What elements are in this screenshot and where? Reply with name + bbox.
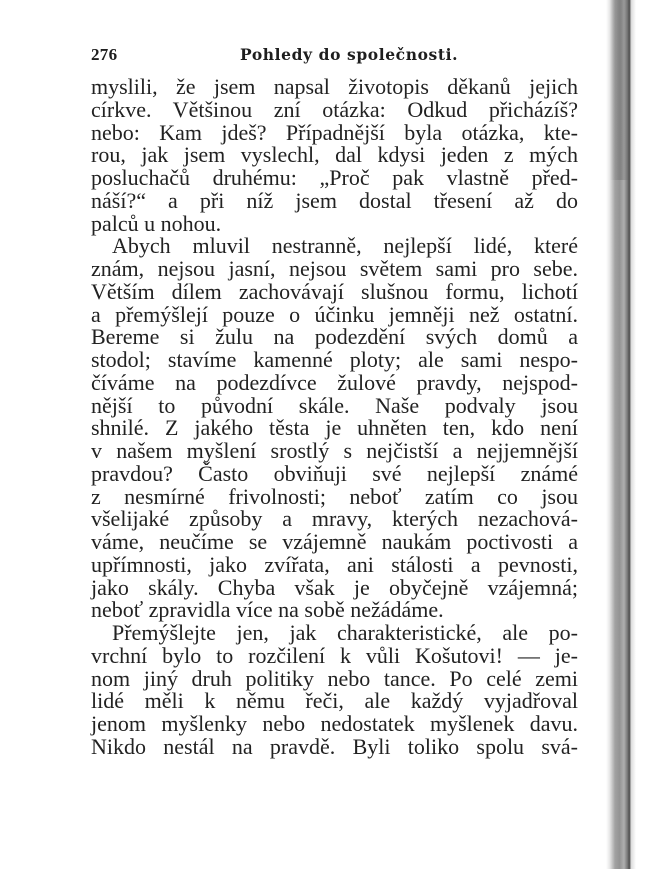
running-title: Pohledy do společnosti. <box>240 45 459 64</box>
text-line: lidé měli k němu řeči, ale každý vyjadřoval <box>91 688 578 714</box>
text-line: upřímnosti, jako zvířata, ani stálosti a pevnosti, <box>91 551 578 577</box>
text-line: palců u nohou. <box>91 210 222 236</box>
text-line: myslili, že jsem napsal životopis děkanů jejich <box>91 74 578 99</box>
text-line: neboť zpravidla více na sobě nežádáme. <box>91 597 444 623</box>
text-line: posluchačů druhému: „Proč pak vlastně před- <box>91 165 578 190</box>
paragraph <box>91 76 578 235</box>
text-line: vrchní bylo to rozčilení k vůli Košutovi! — je- <box>91 642 578 668</box>
text-line: v našem myšlení srostlý s nejčistší a nejjemnější <box>91 438 578 463</box>
text-line: znám, nejsou jasní, nejsou světem sami pro sebe. <box>91 256 578 281</box>
text-line: jako skály. Chyba však je obyčejně vzájemná; <box>91 574 578 600</box>
running-head <box>91 45 578 67</box>
text-line: shnilé. Z jakého těsta je uhněten ten, kdo není <box>91 415 578 441</box>
text-line: jenom myšlenky nebo nedostatek myšlenek davu. <box>91 711 578 736</box>
text-line: váme, neučíme se vzájemně naukám poctivosti a <box>91 529 578 554</box>
paragraph <box>91 235 578 622</box>
text-line: Přemýšlejte jen, jak charakteristické, ale po- <box>112 620 578 645</box>
page-number: 276 <box>91 45 118 64</box>
text-line: nější to původní skále. Naše podvaly jsou <box>91 392 578 418</box>
book-gutter-highlight <box>610 0 632 180</box>
text-line: nebo: Kam jdeš? Případnější byla otázka, kte- <box>91 119 578 145</box>
text-line: Abych mluvil nestranně, nejlepší lidé, které <box>112 233 578 259</box>
text-line: pravdou? Často obviňuji své nejlepší známé <box>91 460 578 486</box>
text-line: Větším dílem zachovávají slušnou formu, lichotí <box>91 278 578 304</box>
text-line: nom jiný druh politiky nebo tance. Po celé zemi <box>91 665 578 691</box>
text-line: náší?“ a při níž jsem dostal třesení až do <box>91 187 578 213</box>
body-text <box>91 76 578 759</box>
text-line: církve. Většinou zní otázka: Odkud přicházíš? <box>91 96 578 122</box>
text-line: a přemýšlejí pouze o účinku jemněji než ostatní. <box>91 301 578 327</box>
paragraph <box>91 622 578 759</box>
text-line: Nikdo nestál na pravdě. Byli toliko spolu svá- <box>91 733 578 759</box>
text-line: všelijaké způsoby a mravy, kterých nezachová- <box>91 506 578 532</box>
text-line: z nesmírné frivolnosti; neboť zatím co jsou <box>91 483 578 509</box>
text-line: stodol; stavíme kamenné ploty; ale sami nespo- <box>91 347 578 372</box>
text-line: číváme na podezdívce žulové pravdy, nejspod- <box>91 369 578 395</box>
text-line: Bereme si žulu na podezdění svých domů a <box>91 324 578 350</box>
text-line: rou, jak jsem vyslechl, dal kdysi jeden z mých <box>91 142 578 168</box>
